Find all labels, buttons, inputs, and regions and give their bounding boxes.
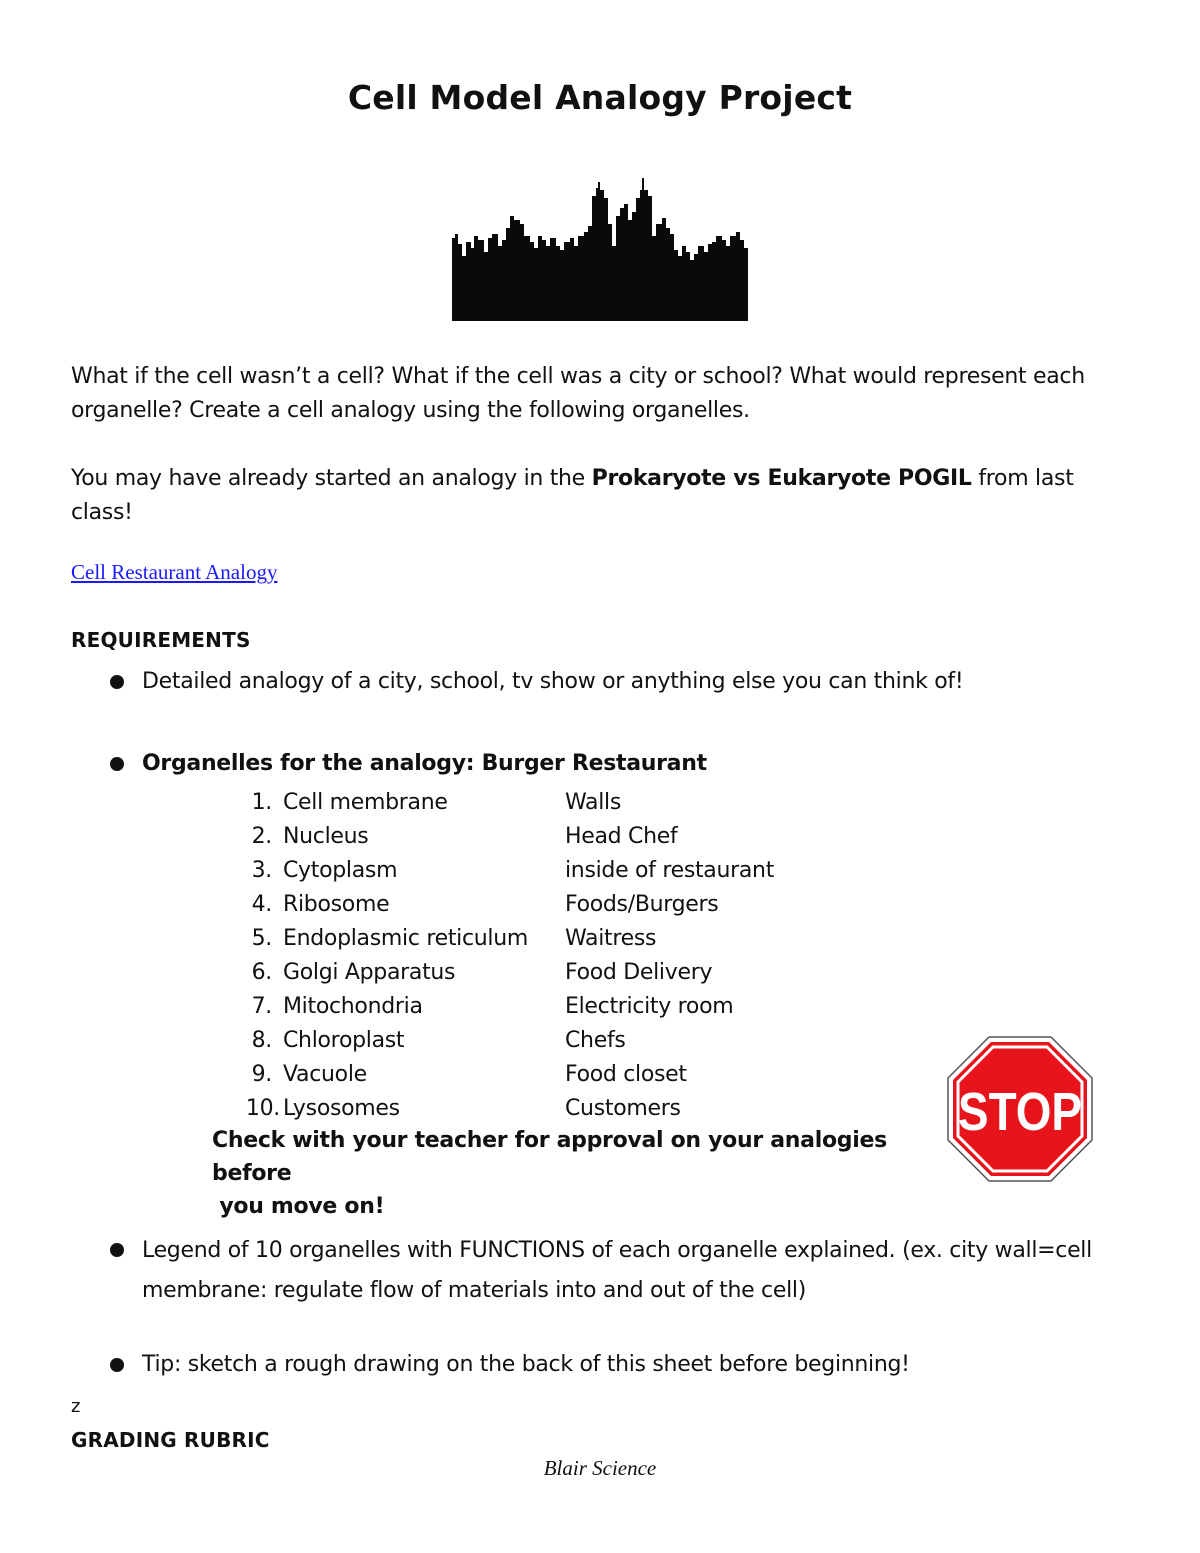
approval-line-2: you move on! [212, 1194, 385, 1219]
approval-line-1: Check with your teacher for approval on your analogies before [212, 1128, 887, 1186]
organelle-name: Golgi Apparatus [283, 960, 456, 985]
analogy-name: Head Chef [565, 824, 678, 849]
list-item [240, 1058, 840, 1092]
item-number: 6. [251, 960, 272, 985]
organelle-name: Chloroplast [283, 1028, 405, 1053]
grading-rubric-heading: GRADING RUBRIC [71, 1428, 270, 1452]
organelle-list [240, 786, 840, 1126]
organelle-name: Mitochondria [283, 994, 423, 1019]
bullet-icon [110, 675, 124, 689]
list-item [240, 854, 840, 888]
analogy-name: Food closet [565, 1062, 687, 1087]
requirements-heading: REQUIREMENTS [71, 628, 251, 652]
prior-text-after: from last class! [71, 466, 1074, 525]
stop-sign-icon [946, 1035, 1094, 1183]
organelle-name: Vacuole [283, 1062, 367, 1087]
list-item [240, 820, 840, 854]
stop-sign-text: STOP [958, 1082, 1082, 1142]
analogy-name: inside of restaurant [565, 858, 775, 883]
organelle-name: Lysosomes [283, 1096, 400, 1121]
requirement-text: Detailed analogy of a city, school, tv show or anything else you can think of! [142, 669, 964, 694]
requirement-text: Organelles for the analogy: Burger Restaurant [142, 751, 707, 776]
item-number: 8. [251, 1028, 272, 1053]
cell-restaurant-analogy-link[interactable]: Cell Restaurant Analogy [71, 560, 278, 584]
intro-paragraph: What if the cell wasn’t a cell? What if the cell was a city or school? What would represent each organelle? Create a cell analogy using the following organelles. [71, 364, 1085, 423]
analogy-name: Chefs [565, 1028, 626, 1053]
list-item [240, 922, 840, 956]
item-number: 10. [245, 1096, 280, 1121]
item-number: 7. [251, 994, 272, 1019]
item-number: 9. [251, 1062, 272, 1087]
organelle-name: Ribosome [283, 892, 390, 917]
list-item [240, 1024, 840, 1058]
stray-mark: z [71, 1396, 81, 1417]
organelle-name: Cytoplasm [283, 858, 398, 883]
prior-work-paragraph [71, 462, 1131, 530]
item-number: 1. [251, 790, 272, 815]
page-footer: Blair Science [543, 1456, 657, 1480]
analogy-name: Waitress [565, 926, 657, 951]
list-item [240, 956, 840, 990]
bullet-icon [110, 1243, 124, 1257]
list-item [240, 888, 840, 922]
organelle-name: Cell membrane [283, 790, 448, 815]
analogy-name: Customers [565, 1096, 681, 1121]
item-number: 4. [251, 892, 272, 917]
analogy-name: Foods/Burgers [565, 892, 719, 917]
prior-text-before: You may have already started an analogy in the [71, 466, 592, 491]
page-title: Cell Model Analogy Project [347, 78, 853, 117]
list-item [240, 786, 840, 820]
analogy-name: Food Delivery [565, 960, 713, 985]
item-number: 2. [251, 824, 272, 849]
pogil-reference: Prokaryote vs Eukaryote POGIL [591, 466, 972, 491]
requirement-text: Legend of 10 organelles with FUNCTIONS of each organelle explained. (ex. city wall=cell membrane: regulate flow of materials into and out of the cell) [142, 1238, 1092, 1303]
item-number: 5. [251, 926, 272, 951]
list-item [240, 990, 840, 1024]
organelle-name: Endoplasmic reticulum [283, 926, 528, 951]
analogy-name: Electricity room [565, 994, 734, 1019]
bullet-icon [110, 1358, 124, 1372]
city-skyline-icon [452, 176, 748, 321]
item-number: 3. [251, 858, 272, 883]
analogy-name: Walls [565, 790, 622, 815]
organelle-name: Nucleus [283, 824, 369, 849]
list-item [240, 1092, 840, 1126]
requirement-text: Tip: sketch a rough drawing on the back of this sheet before beginning! [142, 1352, 910, 1377]
bullet-icon [110, 757, 124, 771]
teacher-approval-note [212, 1124, 952, 1223]
